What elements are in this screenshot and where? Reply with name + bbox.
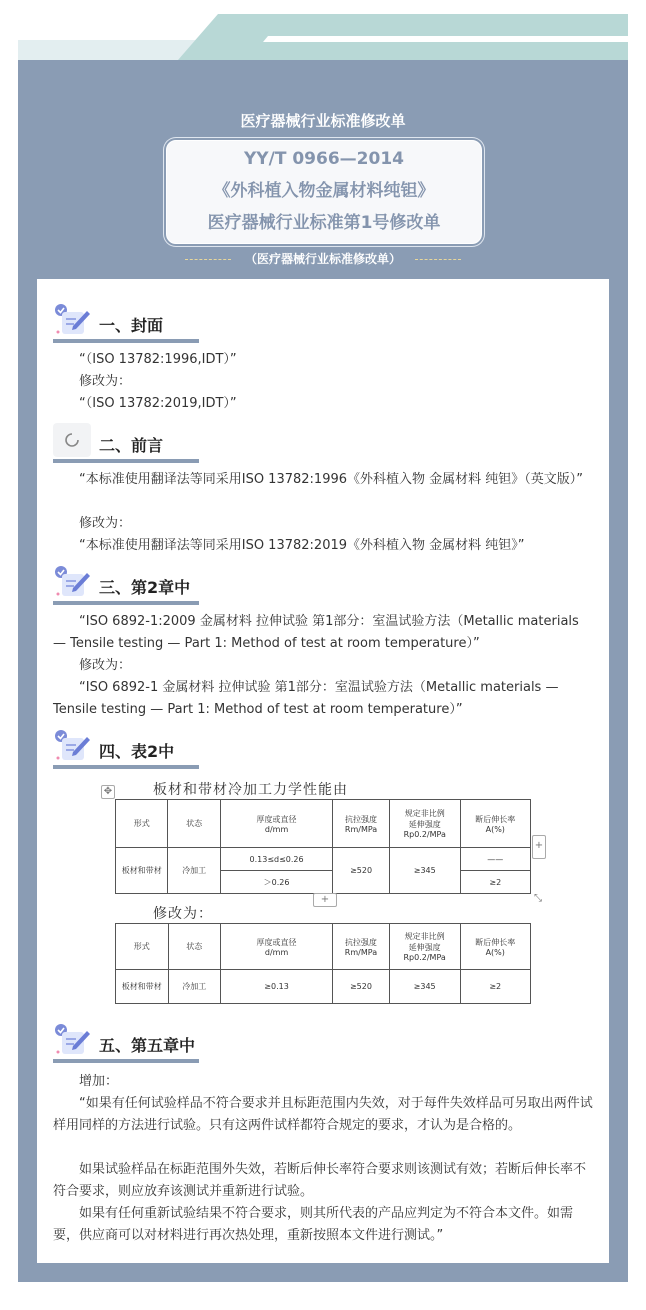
header-text: 断后伸长率	[475, 814, 516, 824]
notepad-pencil-icon	[53, 565, 91, 599]
standard-name: 《外科植入物金属材料纯钽》	[213, 181, 435, 201]
content-panel	[37, 279, 609, 1263]
header-unit: d/mm	[264, 824, 289, 834]
header-text: 规定非比例	[404, 932, 445, 941]
table-header-cell	[389, 800, 460, 848]
paragraph: “ISO 6892-1 金属材料 拉伸试验 第1部分：室温试验方法（Metallic materials — Tensile testing — Part 1: Method of test at room temperature）”	[53, 680, 559, 717]
table-header-cell: 状态	[168, 924, 221, 970]
paragraph: “如果有任何试验样品不符合要求并且标距范围内失效，对于每件失效样品可另取出两件试样用同样的方法进行试验。只有这两件试样都符合规定的要求，才认为是合格的。	[53, 1096, 593, 1133]
table-title: 板材和带材冷加工力学性能由	[153, 782, 348, 798]
divider-left	[185, 259, 231, 260]
paragraph: 如果有任何重新试验结果不符合要求，则其所代表的产品应判定为不符合本文件。如需要，供应商可以对材料进行再次热处理，重新按照本文件进行测试。”	[53, 1206, 574, 1243]
table-cell: ≥0.13	[221, 970, 333, 1004]
header-text: 抗拉强度	[344, 937, 377, 947]
paragraph: 如果试验样品在标距范围外失效，若断后伸长率符合要求则该测试有效；若断后伸长率不符合要求，则应放弃该测试并重新进行试验。	[53, 1162, 587, 1199]
paragraph: “（ISO 13782:1996,IDT）”	[79, 352, 237, 367]
header-title-box	[166, 140, 482, 244]
table-cell: ≥2	[460, 871, 530, 894]
header-unit: d/mm	[264, 947, 289, 957]
table-move-handle-icon: ✥	[101, 785, 115, 799]
table-header-cell	[333, 924, 390, 970]
table-original	[115, 799, 531, 894]
table-header-cell	[220, 800, 332, 848]
section-title: 一、封面	[99, 316, 164, 335]
header-unit: Rp0.2/MPa	[403, 830, 446, 839]
notepad-pencil-icon	[53, 303, 91, 337]
header-subtitle	[18, 250, 628, 267]
section-underline	[53, 601, 199, 605]
table-header-cell: 状态	[168, 800, 220, 848]
section-title: 四、表2中	[99, 742, 175, 761]
section-underline	[53, 1059, 199, 1063]
table-cell: ≥345	[389, 970, 460, 1004]
paragraph: “本标准使用翻译法等同采用ISO 13782:2019《外科植入物 金属材料 纯钽》”	[79, 538, 525, 553]
section-underline	[53, 765, 199, 769]
header-text: 厚度或直径	[256, 937, 297, 947]
header-text: 延伸强度	[408, 943, 441, 952]
section-title: 五、第五章中	[99, 1036, 196, 1055]
paragraph: “ISO 6892-1:2009 金属材料 拉伸试验 第1部分：室温试验方法（Metallic materials — Tensile testing — Part 1: Method of test at room temperature）”	[53, 614, 579, 651]
table-header-cell: 形式	[116, 800, 168, 848]
section-title: 三、第2章中	[99, 578, 191, 597]
amendment-name: 医疗器械行业标准第1号修改单	[207, 213, 441, 233]
top-decorative-band	[18, 14, 628, 60]
table-header-cell	[389, 924, 460, 970]
table-cell: 板材和带材	[116, 848, 168, 894]
table-cell: ≥2	[460, 970, 531, 1004]
table-cell: ≥520	[333, 848, 390, 894]
standard-number: YY/T 0966—2014	[244, 149, 404, 169]
paragraph: “（ISO 13782:2019,IDT）”	[79, 396, 237, 411]
add-row-icon: +	[313, 893, 337, 907]
header-text: 延伸强度	[408, 820, 441, 829]
table-header-cell	[333, 800, 390, 848]
header-unit: A(%)	[485, 824, 505, 834]
table-cell: ≥520	[333, 970, 390, 1004]
add-column-icon: +	[532, 835, 546, 859]
table-cell: ——	[460, 848, 530, 871]
table-cell: ＞0.26	[220, 871, 332, 894]
divider-right	[415, 259, 461, 260]
header-text: 厚度或直径	[256, 814, 297, 824]
table-cell: 0.13≤d≤0.26	[220, 848, 332, 871]
paragraph: 修改为：	[79, 658, 132, 673]
table-header-cell	[460, 800, 530, 848]
table-cell: 板材和带材	[116, 970, 169, 1004]
resize-handle-icon: ⤡	[534, 893, 542, 904]
table-modified	[115, 923, 531, 1004]
loading-spinner-icon	[53, 423, 91, 457]
section-title: 二、前言	[99, 436, 164, 455]
table-cell: 冷加工	[168, 848, 220, 894]
header-subtitle-text: （医疗器械行业标准修改单）	[244, 252, 401, 266]
paragraph: 增加：	[79, 1074, 119, 1089]
header-title: 医疗器械行业标准修改单	[240, 112, 406, 130]
table-cell: ≥345	[389, 848, 460, 894]
section-underline	[53, 339, 199, 343]
table-header-cell	[460, 924, 531, 970]
section-underline	[53, 459, 199, 463]
table-cell: 冷加工	[168, 970, 221, 1004]
paragraph: 修改为：	[79, 374, 132, 389]
header-text: 抗拉强度	[345, 814, 378, 824]
header-unit: Rp0.2/MPa	[403, 953, 446, 962]
header-unit: A(%)	[485, 947, 505, 957]
header-text: 断后伸长率	[475, 937, 516, 947]
table-modify-label: 修改为：	[153, 906, 213, 922]
header-text: 规定非比例	[404, 809, 445, 818]
header-unit: Rm/MPa	[344, 824, 378, 834]
paragraph: “本标准使用翻译法等同采用ISO 13782:1996《外科植入物 金属材料 纯钽》（英文版）”	[79, 472, 584, 487]
notepad-pencil-icon	[53, 1023, 91, 1057]
table-header-cell: 形式	[116, 924, 169, 970]
notepad-pencil-icon	[53, 729, 91, 763]
header-unit: Rm/MPa	[344, 947, 378, 957]
paragraph: 修改为：	[79, 516, 132, 531]
table-header-cell	[221, 924, 333, 970]
